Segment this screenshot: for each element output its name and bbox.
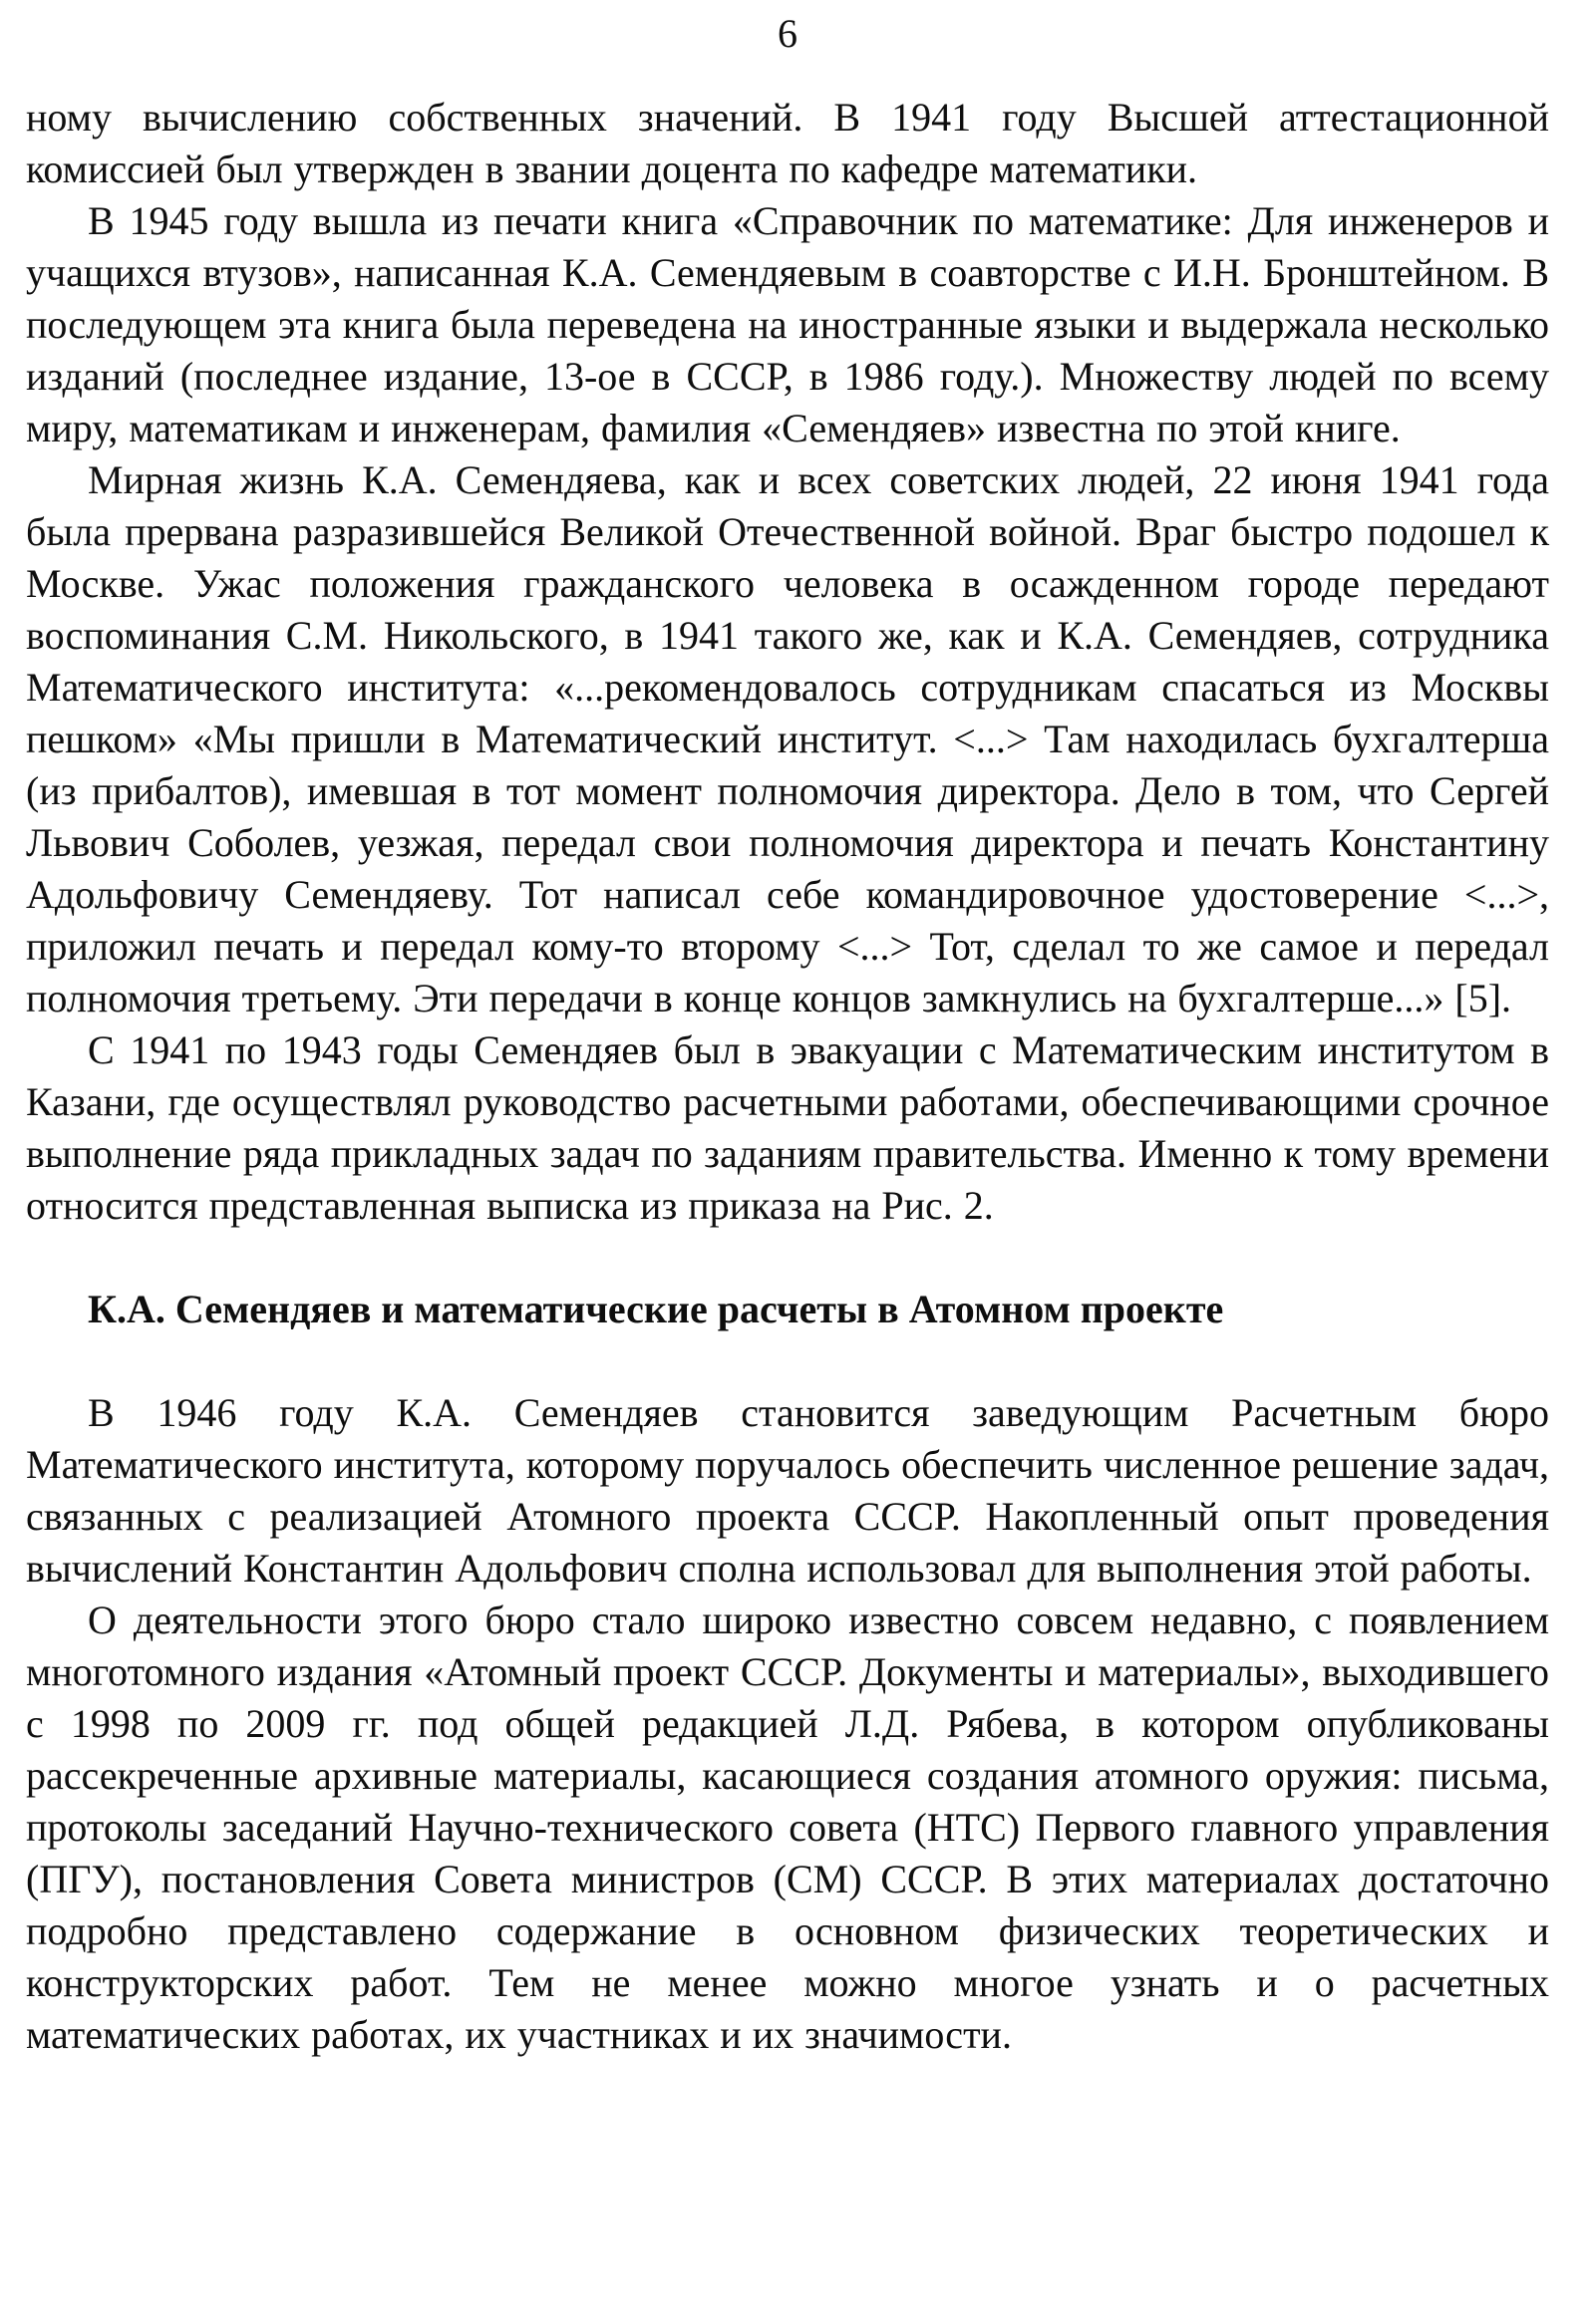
paragraph: В 1945 году вышла из печати книга «Справочник по математике: Для инженеров и учащихся втузов», написанная К.А. Семендяевым в соавторстве с И.Н. Бронштейном. В последующем эта книга была переведена на иностранные языки и выдержала несколько изданий (последнее издание, 13-ое в СССР, в 1986 году.). Множеству людей по всему миру, математикам и инженерам, фамилия «Семендяев» известна по этой книге.	[26, 198, 1549, 450]
paragraph: С 1941 по 1943 годы Семендяев был в эвакуации с Математическим институтом в Казани, где осуществлял руководство расчетными работами, обеспечивающими срочное выполнение ряда прикладных задач по заданиям правительства. Именно к тому времени относится представленная выписка из приказа на Рис. 2.	[26, 1027, 1549, 1228]
section-heading: К.А. Семендяев и математические расчеты в Атомном проекте	[88, 1287, 1224, 1331]
paragraph: О деятельности этого бюро стало широко известно совсем недавно, с появлением многотомного издания «Атомный проект СССР. Документы и материалы», выходившего с 1998 по 2009 гг. под общей редакцией Л.Д. Рябева, в котором опубликованы рассекреченные архивные материалы, касающиеся создания атомного оружия: письма, протоколы заседаний Научно-технического совета (НТС) Первого главного управления (ПГУ), постановления Совета министров (СМ) СССР. В этих материалах достаточно подробно представлено содержание в основном физических теоретических и конструкторских работ. Тем не менее можно многое узнать и о расчетных математических работах, их участниках и их значимости.	[26, 1598, 1549, 2057]
paragraph-continuation: ному вычислению собственных значений. В 1941 году Высшей аттестационной комиссией был утвержден в звании доцента по кафедре математики.	[26, 95, 1549, 191]
paragraph: В 1946 году К.А. Семендяев становится заведующим Расчетным бюро Математического института, которому поручалось обеспечить численное решение задач, связанных с реализацией Атомного проекта СССР. Накопленный опыт проведения вычислений Константин Адольфович сполна использовал для выполнения этой работы.	[26, 1390, 1549, 1591]
paragraph: Мирная жизнь К.А. Семендяева, как и всех советских людей, 22 июня 1941 года была прервана разразившейся Великой Отечественной войной. Враг быстро подошел к Москве. Ужас положения гражданского человека в осажденном городе передают воспоминания С.М. Никольского, в 1941 такого же, как и К.А. Семендяев, сотрудника Математического института: «...рекомендовалось сотрудникам спасаться из Москвы пешком» «Мы пришли в Математический институт. <...> Там находилась бухгалтерша (из прибалтов), имевшая в тот момент полномочия директора. Дело в том, что Сергей Львович Соболев, уезжая, передал свои полномочия директора и печать Константину Адольфовичу Семендяеву. Тот написал себе командировочное удостоверение <...>, приложил печать и передал кому-то второму <...> Тот, сделал то же самое и передал полномочия третьему. Эти передачи в конце концов замкнулись на бухгалтерше...» [5].	[26, 457, 1549, 1020]
page-number: 6	[778, 11, 798, 56]
page-body	[26, 92, 1549, 2061]
